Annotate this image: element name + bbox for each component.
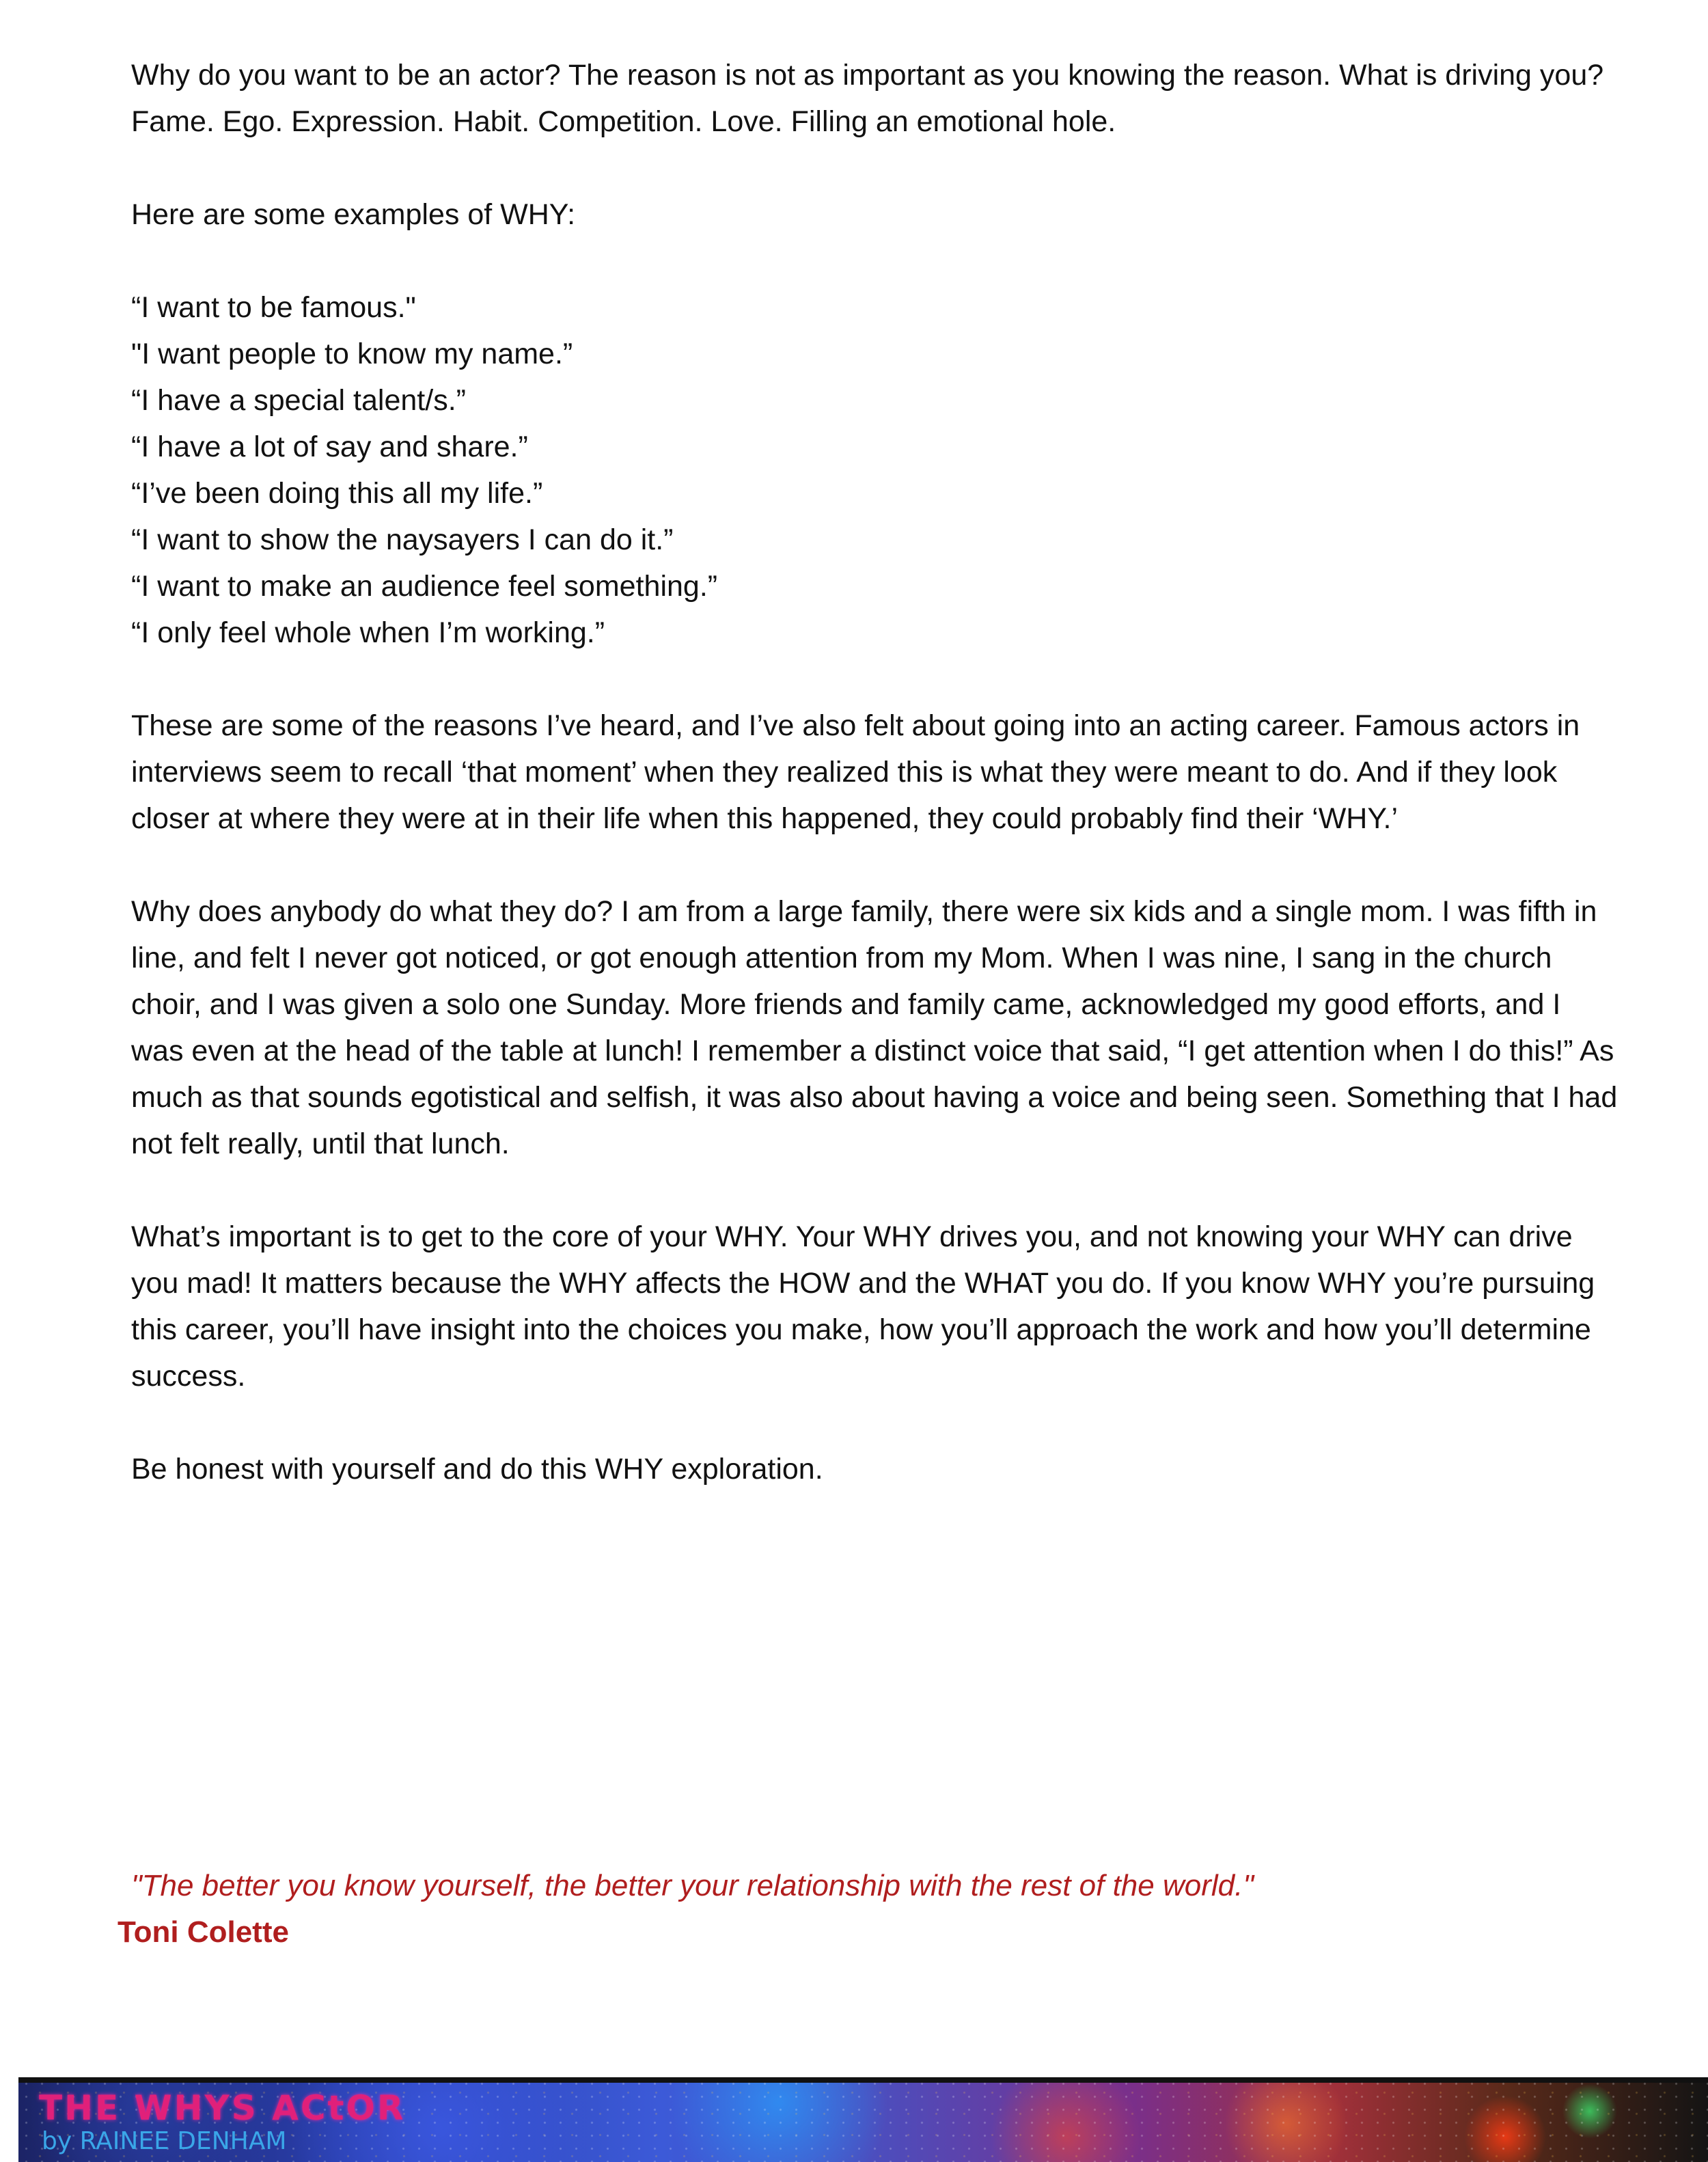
examples-list: [131, 284, 1621, 656]
brand-logo-subtitle: by RAINEE DENHAM: [42, 2127, 287, 2155]
story-paragraph: Why does anybody do what they do? I am from a large family, there were six kids and a single mom. I was fifth in line, and felt I never got noticed, or got enough attention from my Mom. When I was nine, I sang in the church choir, and I was given a solo one Sunday. More friends and family came, acknowledged my good efforts, and I was even at the head of the table at lunch! I remember a distinct voice that said, “I get attention when I do this!” As much as that sounds egotistical and selfish, it was also about having a voice and being seen. Something that I had not felt really, until that lunch.: [131, 895, 1618, 1160]
example-quote: “I want to show the naysayers I can do it.”: [131, 523, 674, 556]
pull-quote: [118, 1863, 1621, 1956]
core-paragraph: What’s important is to get to the core of your WHY. Your WHY drives you, and not knowing your WHY can drive you mad! It matters because the WHY affects the HOW and the WHAT you do. If you know WHY you’re pursuing this career, you’ll have insight into the choices you make, how you’ll approach the work and how you’ll determine success.: [131, 1220, 1595, 1393]
intro-paragraph: Why do you want to be an actor? The reason is not as important as you knowing the reason. What is driving you? Fame. Ego. Expression. Habit. Competition. Love. Filling an emotional hole.: [131, 59, 1604, 138]
example-quote: “I have a lot of say and share.”: [131, 430, 528, 463]
example-quote: "I want people to know my name.”: [131, 338, 573, 370]
reasons-paragraph: These are some of the reasons I’ve heard, and I’ve also felt about going into an acting career. Famous actors in interviews seem to recall ‘that moment’ when they realized this is what they were meant to do. And if they look closer at where they were at in their life when this happened, they could probably find their ‘WHY.’: [131, 709, 1580, 835]
example-quote: “I only feel whole when I’m working.”: [131, 616, 605, 649]
footer-banner: [18, 2077, 1708, 2162]
example-quote: “I want to be famous.": [131, 291, 416, 324]
closing-paragraph: Be honest with yourself and do this WHY exploration.: [131, 1453, 823, 1486]
document-body: [131, 52, 1621, 1539]
example-quote: “I’ve been doing this all my life.”: [131, 477, 543, 510]
quote-author: Toni Colette: [118, 1915, 289, 1949]
example-quote: “I want to make an audience feel something.”: [131, 570, 718, 603]
example-quote: “I have a special talent/s.”: [131, 384, 466, 417]
brand-logo-title: THE WHYS ACtOR: [39, 2088, 406, 2128]
quote-text: "The better you know yourself, the better your relationship with the rest of the world.": [131, 1869, 1254, 1902]
examples-heading: Here are some examples of WHY:: [131, 198, 576, 231]
